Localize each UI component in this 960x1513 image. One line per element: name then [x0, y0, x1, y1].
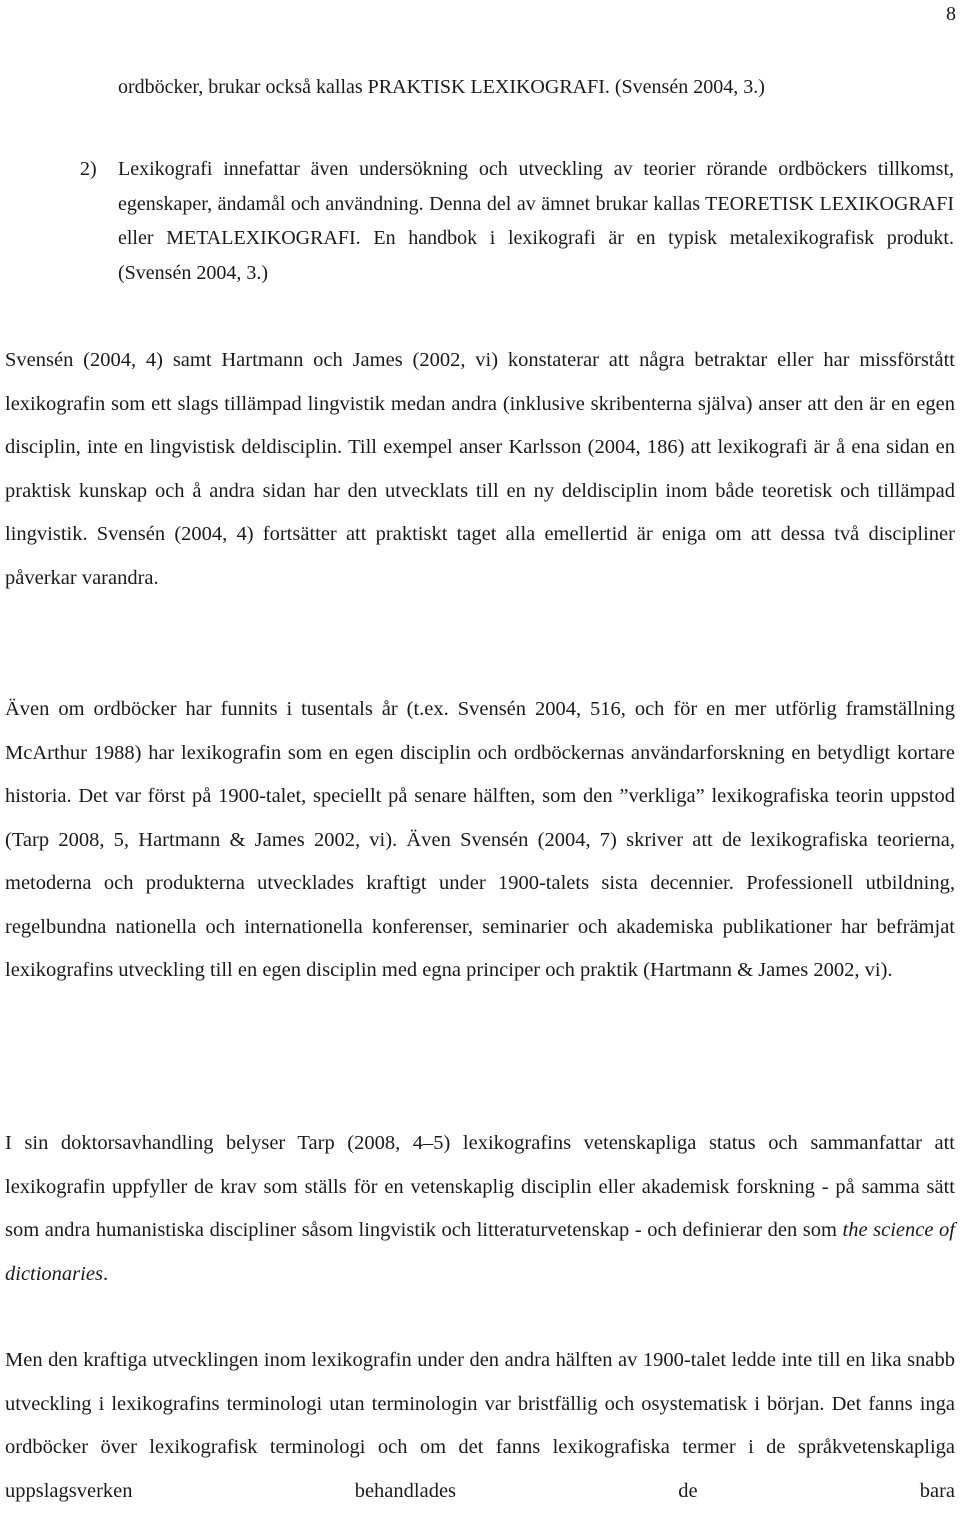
paragraph-3-end: . [102, 1262, 109, 1285]
list-item-2-marker: 2) [80, 158, 97, 180]
paragraph-1: Svensén (2004, 4) samt Hartmann och James (2002, vi) konstaterar att några betraktar eller har missförstått lexikografin som ett slags tillämpad lingvistik medan andra (inklusive skribenterna själva) anser att den är en egen disciplin, inte en lingvistisk deldisciplin. Till exempel anser Karlsson (2004, 186) att lexikografi är å ena sidan en praktisk kunskap och å andra sidan har den utvecklats till en ny deldisciplin inom både teoretisk och tillämpad lingvistik. Svensén (2004, 4) fortsätter att praktiskt taget alla emellertid är eniga om att dessa två discipliner påverkar varandra. [5, 349, 955, 589]
list-item-2 [80, 152, 954, 290]
page-number: 8 [946, 3, 956, 25]
list-item-2-text: Lexikografi innefattar även undersökning och utveckling av teorier rörande ordböckers tillkomst, egenskaper, ändamål och användning. Denna del av ämnet brukar kallas TEORETISK LEXIKOGRAFI eller METALEXIKOGRAFI. En handbok i lexikografi är en typisk metalexikografisk produkt. (Svensén 2004, 3.) [118, 158, 954, 284]
list-item-1-continuation [118, 70, 954, 105]
paragraph-3-italic-term: the science of dictionaries [5, 1219, 955, 1285]
paragraph-2: Även om ordböcker har funnits i tusentals år (t.ex. Svensén 2004, 516, och för en mer utförlig framställning McArthur 1988) har lexikografin som en egen disciplin och ordböckernas användarforskning en betydligt kortare historia. Det var först på 1900-talet, speciellt på senare hälften, som den ”verkliga” lexikografiska teorin uppstod (Tarp 2008, 5, Hartmann & James 2002, vi). Även Svensén (2004, 7) skriver att de lexikografiska teorierna, metoderna och produkterna utvecklades kraftigt under 1900-talets sista decennier. Professionell utbildning, regelbundna nationella och internationella konferenser, seminarier och akademiska publikationer har befrämjat lexikografins utveckling till en egen disciplin med egna principer och praktik (Hartmann & James 2002, vi). [5, 698, 955, 981]
paragraph-3-text: I sin doktorsavhandling belyser Tarp (2008, 4–5) lexikografins vetenskapliga status och sammanfattar att lexikografin uppfyller de krav som ställs för en vetenskaplig disciplin eller akademisk forskning - på samma sätt som andra humanistiska discipliner såsom lingvistik och litteraturvetenskap - och definierar den som [5, 1132, 955, 1241]
paragraph-3 [5, 1122, 955, 1296]
list-item-1-text: ordböcker, brukar också kallas PRAKTISK LEXIKOGRAFI. (Svensén 2004, 3.) [118, 76, 765, 98]
paragraph-4: Men den kraftiga utvecklingen inom lexikografin under den andra hälften av 1900-talet ledde inte till en lika snabb utveckling i lexikografins terminologi utan terminologin var bristfällig och osystematisk i början. Det fanns inga ordböcker över lexikografisk terminologi och om det fanns lexikografiska termer i de språkvetenskapliga uppslagsverken behandlades de bara [5, 1349, 955, 1502]
